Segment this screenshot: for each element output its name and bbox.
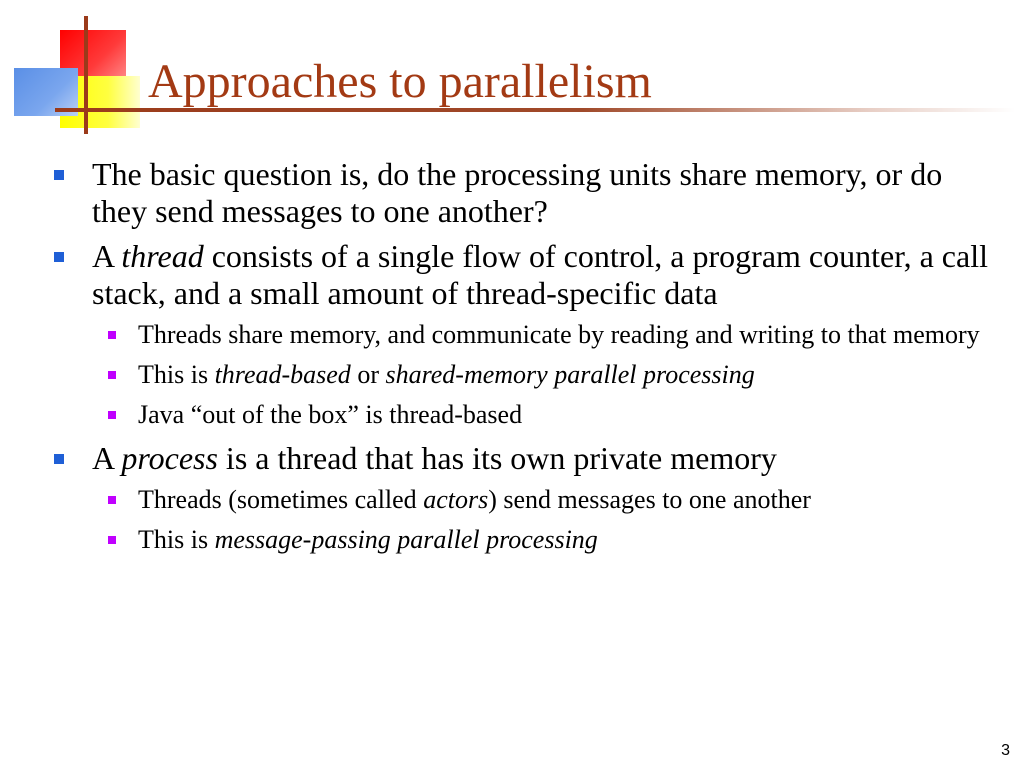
sub-bullet-2-2-em1: thread-based	[214, 360, 351, 389]
bullet-2-pre: A	[92, 238, 122, 274]
sub-bullet-2-2-mid: or	[350, 360, 386, 389]
sub-bullet-2-1	[50, 320, 1000, 350]
slide-body	[50, 156, 1000, 565]
square-bullet-icon	[108, 371, 116, 379]
sub-bullet-3-2-em: message-passing parallel processing	[214, 525, 598, 554]
square-bullet-icon	[108, 331, 116, 339]
square-bullet-icon	[54, 252, 64, 262]
square-bullet-icon	[108, 411, 116, 419]
bullet-3-pre: A	[92, 440, 122, 476]
bullet-1-text: The basic question is, do the processing units share memory, or do they send messages to one another?	[92, 156, 943, 229]
bullet-3-em: process	[121, 440, 218, 476]
logo-vertical-line	[84, 16, 88, 134]
bullet-2-post: consists of a single flow of control, a program counter, a call stack, and a small amount of thread-specific data	[92, 238, 988, 311]
sub-bullet-2-2-em2: shared-memory parallel processing	[385, 360, 755, 389]
square-bullet-icon	[108, 496, 116, 504]
square-bullet-icon	[54, 454, 64, 464]
sub-bullet-3-1-pre: Threads (sometimes called	[138, 485, 424, 514]
sub-bullet-2-2-pre: This is	[138, 360, 215, 389]
bullet-3-post: is a thread that has its own private memory	[217, 440, 777, 476]
square-bullet-icon	[54, 170, 64, 180]
sub-bullet-3-1-post: ) send messages to one another	[488, 485, 811, 514]
sub-bullet-2-2	[50, 360, 1000, 390]
sub-bullet-3-1	[50, 485, 1000, 515]
sub-bullet-2-3	[50, 400, 1000, 430]
bullet-2-em: thread	[121, 238, 204, 274]
sub-bullet-3-2-pre: This is	[138, 525, 215, 554]
bullet-2	[50, 238, 1000, 312]
sub-bullet-3-1-em: actors	[423, 485, 489, 514]
page-number: 3	[1001, 742, 1010, 759]
square-bullet-icon	[108, 536, 116, 544]
sub-bullet-2-1-text: Threads share memory, and communicate by reading and writing to that memory	[138, 320, 980, 349]
sub-bullet-2-3-text: Java “out of the box” is thread-based	[138, 400, 523, 429]
bullet-3	[50, 440, 1000, 477]
slide-title: Approaches to parallelism	[148, 55, 652, 108]
sub-bullet-3-2	[50, 525, 1000, 555]
bullet-1	[50, 156, 1000, 230]
